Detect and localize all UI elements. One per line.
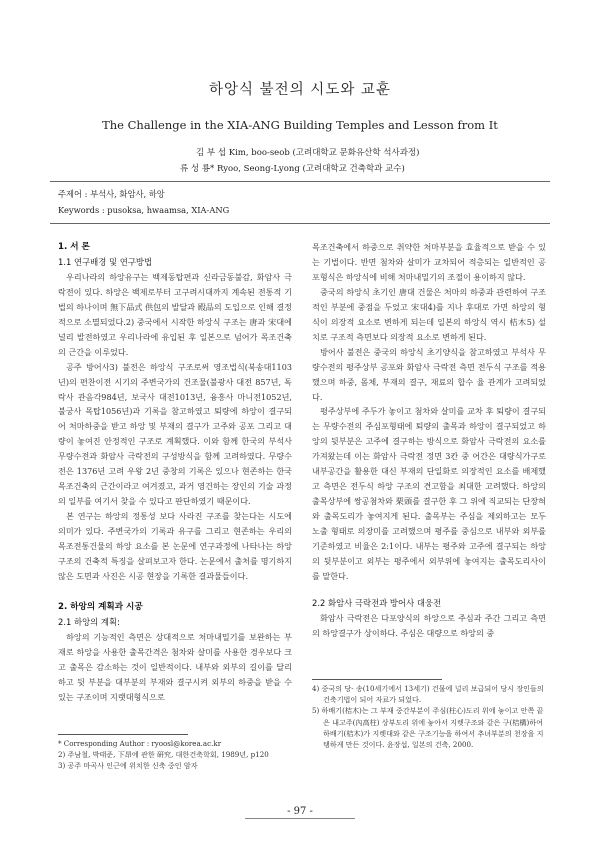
paragraph: 공주 방어사3) 불전은 하앙식 구조로써 영조법식(북송대1103년)의 편찬이전 시기의 주변국가의 건조물(불광사 대전 857년, 독락사 관음각984년, 보국사 대전1013년, 융흥사 마니전1052년, 불궁사 목탑1056년)과 기록을 참고하였고 퇴량에 하앙이 결구되어 처마하중을 받고 하앙 및 부재의 결구가 고주와 공포 그리고 대량이 놓여진 안정적인 구조로 계획했다. 이와 함께 한국의 부석사 무량수전과 화암사 극락전의 구성방식을 함께 고려하였다. 무량수전은 1376년 고려 우왕 2년 중창의 기록은 있으나 현존하는 한국목조건축의 근간이라고 여겨졌고, 과거 영건하는 장인의 기술 과정의 일부를 여기서 찾을 수 있다고 판단하였기 때문이다. bbox=[58, 361, 292, 507]
keywords-bottom-rule bbox=[50, 223, 550, 224]
footnote: 5) 하배기(桔木)는 그 부재 중간부분이 주심(柱心)도리 위에 놓이고 안쪽 끝은 내고주(內高柱) 상부도리 위에 놓아서 지렛구조와 같은 구(桔構)하여 하배기(桔木)가 지렛대와 같은 구조기능을 하여서 추녀부분의 천장을 지탱하게 만든 것이다. 윤장섭, 일본의 건축, 2000. bbox=[312, 706, 544, 750]
paragraph: 중국의 하앙식 초기인 唐대 건물은 처마의 하중과 관련하여 구조적인 부분에 중점을 두었고 宋대4)를 지나 후대로 가면 하앙의 형식이 의장적 요소로 변하게 되는데 일본의 하앙식 역시 桔木5) 설치로 구조적 측면보다 의장적 요소로 변하게 된다. bbox=[312, 286, 546, 342]
paragraph: 방어사 불전은 중국의 하앙식 초기양식을 참고하였고 부석사 무량수전의 평주상부 공포와 화암사 극락전 측면 전두식 구조를 적용했으며 하중, 몸체, 부재의 결구, 재료의 합수 율 관계가 고려되었다. bbox=[312, 346, 546, 402]
paragraph: 평주상부에 주두가 놓이고 첨차와 살미를 교차 후 퇴량이 결구되는 무량수전의 주심포형태에 퇴량의 출목과 하앙이 결구되었고 하앙의 뒷부분은 고주에 결구하는 방식으로 화암사 극락전의 요소를 가져왔는데 이는 화암사 극락전 정면 3칸 중 어간은 대량식가구로 내부공간을 활용한 대신 부재의 단일화로 의장적인 요소를 배제했고 측면은 전두식 하앙 구조의 견고함을 최대한 고려했다. 하앙의 출목상부에 쌍공첨차와 栗頭를 결구한 후 그 위에 직교되는 단장혀와 출목도리가 놓여지게 된다. 출목부는 주심을 제외하고는 모두 노출 형태로 의장미를 고려했으며 평주를 중심으로 내부와 외부를 기준하였고 비율은 2:1이다. 내부는 평주와 고주에 결구되는 하앙의 뒷부분이고 외부는 평주에서 외부위에 놓여지는 출목도리사이를 말한다. bbox=[312, 406, 546, 581]
paragraph: 우리나라의 하앙유구는 백제동탑편과 신라금동불감, 화암사 극락전이 있다. 하앙은 백제로부터 고구려시대까지 계속된 전통적 기법의 하나이며 無下品式 供包의 발달과 殿品의 도입으로 인해 결정적으로 소멸되었다.2) 중국에서 시작한 하앙식 구조는 唐과 宋대에 널리 발전하였고 우리나라에 유입된 후 일본으로 넘어가 목조건축의 근간을 이루었다. bbox=[58, 271, 292, 357]
corresponding-author-note: * Corresponding Author : ryoosl@korea.ac.kr bbox=[58, 739, 222, 748]
footnote-rule-left bbox=[58, 734, 188, 735]
footnotes-right bbox=[312, 683, 546, 750]
author-line-2: 류 성 룡* Ryoo, Seong-Lyong (고려대학교 건축학과 교수) bbox=[180, 164, 405, 174]
keywords-english: Keywords : pusoksa, hwaamsa, XIA-ANG bbox=[58, 205, 230, 215]
footnotes-left bbox=[58, 738, 292, 772]
right-column bbox=[312, 240, 546, 641]
paragraph: 본 연구는 하앙의 정통성 보다 사라진 구조를 찾는다는 시도에 의미가 있다. 주변국가의 기록과 유구를 그리고 현존하는 우리의 목조전통건물의 하앙 요소를 본 논문에 연구과정에 나타나는 하앙구조의 건축적 특징을 살펴보고자 한다. 논문에서 출처를 명기하지 않은 도면과 사진은 시공 현장을 기록한 결과물들이다. bbox=[58, 511, 292, 581]
page-number-rule bbox=[245, 818, 355, 819]
page-number: - 97 - bbox=[287, 806, 313, 817]
subsection-heading-hwaamsa: 2.2 화암사 극락전과 방어사 대웅전 bbox=[312, 597, 442, 608]
keywords-korean: 주제어 : 부석사, 화암사, 하앙 bbox=[58, 189, 165, 199]
footnote: 4) 중국의 당- 송(10세기에서 13세기) 건물에 널리 보급되어 당시 장인들의 건축기법이 되어 자료가 되었다. bbox=[312, 684, 544, 705]
paper-title-korean: 하앙식 불전의 시도와 교훈 bbox=[209, 82, 391, 98]
subsection-heading-plan: 2.1 하앙의 계획: bbox=[58, 616, 120, 627]
author-line-1: 김 부 섭 Kim, boo-seob (고려대학교 문화유산학 석사과정) bbox=[196, 148, 420, 158]
paragraph: 하앙의 기능적인 측면은 상대적으로 처마내밀기를 보완하는 부재로 하앙을 사용한 출목간격은 첨차와 살미를 사용한 경우보다 크고 출목은 감소하는 것이 일반적이다. 내부와 외부의 길이를 달리하고 뒷 부분을 대부분의 부재와 결구시켜 외부의 하중을 받을 수 있는 구조이며 지랫대형식으로 bbox=[58, 631, 292, 702]
paragraph: 목조건축에서 하중으로 취약한 처마부분을 효율적으로 받을 수 있는 기법이다. 반면 첨차와 살미가 교차되어 적층되는 일반적인 공포형식은 하앙식에 비해 처마내밀기의 조절이 용이하지 않다. bbox=[312, 242, 546, 282]
footnote: 3) 공주 마곡사 인근에 위치한 신축 중인 암자 bbox=[58, 761, 198, 771]
paragraph: 화암사 극락전은 다포양식의 하앙으로 주심과 주간 그리고 측면의 하앙결구가 상이하다. 주심은 대량으로 하앙의 중 bbox=[312, 612, 546, 638]
paper-title-english: The Challenge in the XIA-ANG Building Temples and Lesson from It bbox=[102, 118, 498, 132]
keywords-top-rule bbox=[50, 181, 550, 182]
subsection-heading-background: 1.1 연구배경 및 연구방법 bbox=[58, 256, 153, 267]
footnote: 2) 주남철, 박태준, 下昂에 관한 硏究, 대한건축학회, 1989년, p120 bbox=[58, 750, 269, 760]
footnote-rule-right bbox=[312, 679, 442, 680]
left-column bbox=[58, 240, 292, 705]
section-heading-introduction: 1. 서 론 bbox=[58, 242, 90, 252]
section-heading-planning: 2. 하앙의 계획과 시공 bbox=[58, 601, 143, 612]
